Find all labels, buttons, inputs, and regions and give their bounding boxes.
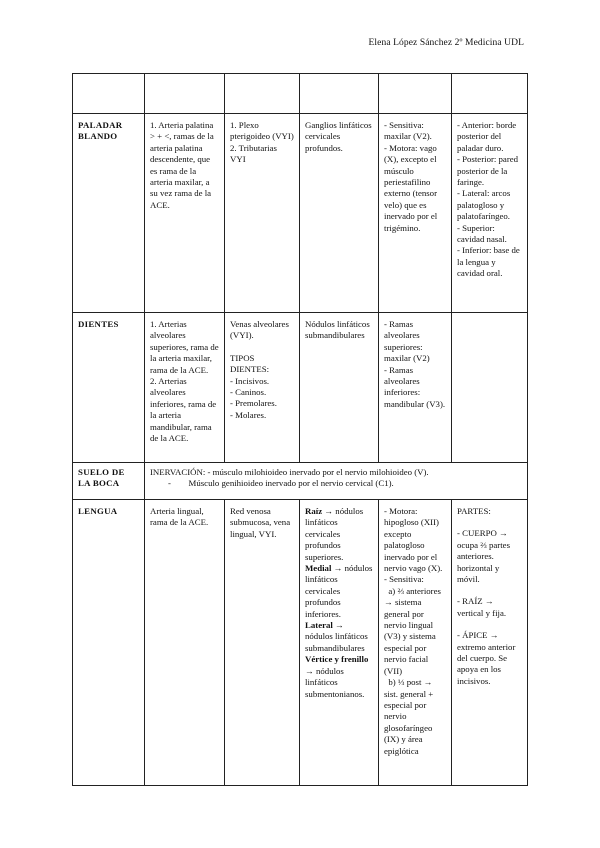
cell-line: - Premolares. xyxy=(230,398,277,409)
spacer xyxy=(457,517,522,528)
suelo-innervation-cell xyxy=(145,463,528,500)
paladar-nerves-cell xyxy=(379,114,452,313)
cell-line: Venas alveolares (VYI). xyxy=(230,319,292,341)
lengua-nerves-cell xyxy=(379,500,452,786)
cell-line: - Ramas alveolares inferiores: mandibular (V3). xyxy=(384,364,446,409)
cell-line: - Superior: cavidad nasal. xyxy=(457,222,507,245)
cell-line: - Motora: hipogloso (XII) excepto palatogloso inervado por el nervio vago (X). xyxy=(384,506,443,574)
cell-line: 1. Arteria palatina > + <, ramas de la arteria palatina descendente, que es rama de la arteria maxilar, a su vez rama de la ACE. xyxy=(150,120,216,210)
cell-line: 2. Arterias alveolares inferiores, rama de la arteria mandibular, rama de la ACE. xyxy=(150,376,219,444)
table-cell xyxy=(73,74,145,114)
row-label-paladar: PALADAR BLANDO xyxy=(73,114,145,313)
cell-line: 1. Arterias alveolares superiores, rama de la arteria maxilar, rama de la ACE. xyxy=(150,319,221,375)
table-cell xyxy=(452,74,528,114)
cell-line xyxy=(305,654,373,700)
term: Lateral xyxy=(305,620,333,631)
spacer xyxy=(457,585,522,596)
paladar-limits-cell xyxy=(452,114,528,313)
table-row-paladar xyxy=(73,114,528,313)
lengua-lymph-cell xyxy=(300,500,379,786)
cell-line: - Motora: vago (X), excepto el músculo periestafilino externo (tensor velo) que es inervado por el trigémino. xyxy=(384,142,440,233)
table-cell xyxy=(145,74,225,114)
cell-line: - Molares. xyxy=(230,409,267,420)
cell-line: - CUERPO → ocupa ⅔ partes anteriores. horizontal y móvil. xyxy=(457,528,513,585)
cell-line: 2. Tributarias VYI xyxy=(230,142,279,165)
paladar-arteries-cell xyxy=(145,114,225,313)
cell-line: b) ⅓ post → sist. general + especial por nervio glosofaríngeo (IX) y área epiglótica xyxy=(384,677,436,756)
anatomy-table xyxy=(72,73,528,786)
cell-line: PARTES: xyxy=(457,506,491,516)
table-cell xyxy=(379,74,452,114)
page-header: Elena López Sánchez 2º Medicina UDL xyxy=(368,38,524,48)
cell-line: - Ramas alveolares superiores: maxilar (V2) xyxy=(384,319,430,364)
row-label-lengua: LENGUA xyxy=(73,500,145,786)
term: Raíz xyxy=(305,506,323,516)
cell-line: - Posterior: pared posterior de la faringe. xyxy=(457,154,521,188)
table-cell xyxy=(300,74,379,114)
table-cell xyxy=(225,74,300,114)
term-text: → nódulos linfáticos submandibulares xyxy=(305,620,370,653)
cell-line: Red venosa submucosa, vena lingual, VYI. xyxy=(230,506,293,539)
dientes-veins-cell xyxy=(225,313,300,463)
cell-line: INERVACIÓN: - músculo milohioideo inervado por el nervio milohioideo (V). xyxy=(150,467,429,477)
lengua-parts-cell xyxy=(452,500,528,786)
cell-line: - Anterior: borde posterior del paladar duro. xyxy=(457,120,519,153)
cell-line: a) ⅔ anteriores → sistema general por nervio lingual (V3) y sistema especial por nervio facial (VII) xyxy=(384,585,444,676)
dientes-arteries-cell xyxy=(145,313,225,463)
table-row-lengua xyxy=(73,500,528,786)
paladar-lymph-cell xyxy=(300,114,379,313)
row-label-suelo: SUELO DE LA BOCA xyxy=(73,463,145,500)
cell-line: TIPOS DIENTES: xyxy=(230,352,270,375)
table-row-suelo xyxy=(73,463,528,500)
term-text: → nódulos linfáticos cervicales profundos inferiores. xyxy=(305,563,375,619)
spacer xyxy=(230,342,294,353)
table-row-dientes xyxy=(73,313,528,463)
cell-line: - Sensitiva: maxilar (V2). xyxy=(384,120,432,142)
table-header-row xyxy=(73,74,528,114)
term-text: → nódulos linfáticos submentonianos. xyxy=(305,654,371,699)
term: Vértice y frenillo xyxy=(305,654,369,665)
cell-line: 1. Plexo pterigoideo (VYI) xyxy=(230,120,294,142)
dientes-nerves-cell xyxy=(379,313,452,463)
cell-line: - Caninos. xyxy=(230,387,267,398)
cell-line: Ganglios linfáticos cervicales profundos. xyxy=(305,120,374,153)
cell-line: - ÁPICE → extremo anterior del cuerpo. Se apoya en los incisivos. xyxy=(457,630,518,686)
cell-line: - Incisivos. xyxy=(230,375,270,386)
cell-line: - Inferior: base de la lengua y cavidad oral. xyxy=(457,245,522,279)
cell-line: - Lateral: arcos palatogloso y palatofaríngeo. xyxy=(457,188,513,222)
lengua-veins-cell xyxy=(225,500,300,786)
spacer xyxy=(457,619,522,630)
cell-line xyxy=(305,563,373,620)
dientes-empty-cell xyxy=(452,313,528,463)
cell-line: Arteria lingual, rama de la ACE. xyxy=(150,506,209,528)
term-text: → nódulos linfáticos cervicales profundos superiores. xyxy=(305,506,366,562)
cell-line xyxy=(305,620,373,654)
cell-line: - RAÍZ → vertical y fija. xyxy=(457,596,507,618)
dientes-lymph-cell xyxy=(300,313,379,463)
cell-line: - Músculo genihioideo inervado por el nervio cervical (C1). xyxy=(168,478,394,489)
lengua-arteries-cell xyxy=(145,500,225,786)
cell-line xyxy=(305,506,373,563)
term: Medial xyxy=(305,563,332,574)
cell-line: Nódulos linfáticos submandibulares xyxy=(305,319,372,341)
paladar-veins-cell xyxy=(225,114,300,313)
row-label-dientes: DIENTES xyxy=(73,313,145,463)
cell-line: - Sensitiva: xyxy=(384,574,424,585)
